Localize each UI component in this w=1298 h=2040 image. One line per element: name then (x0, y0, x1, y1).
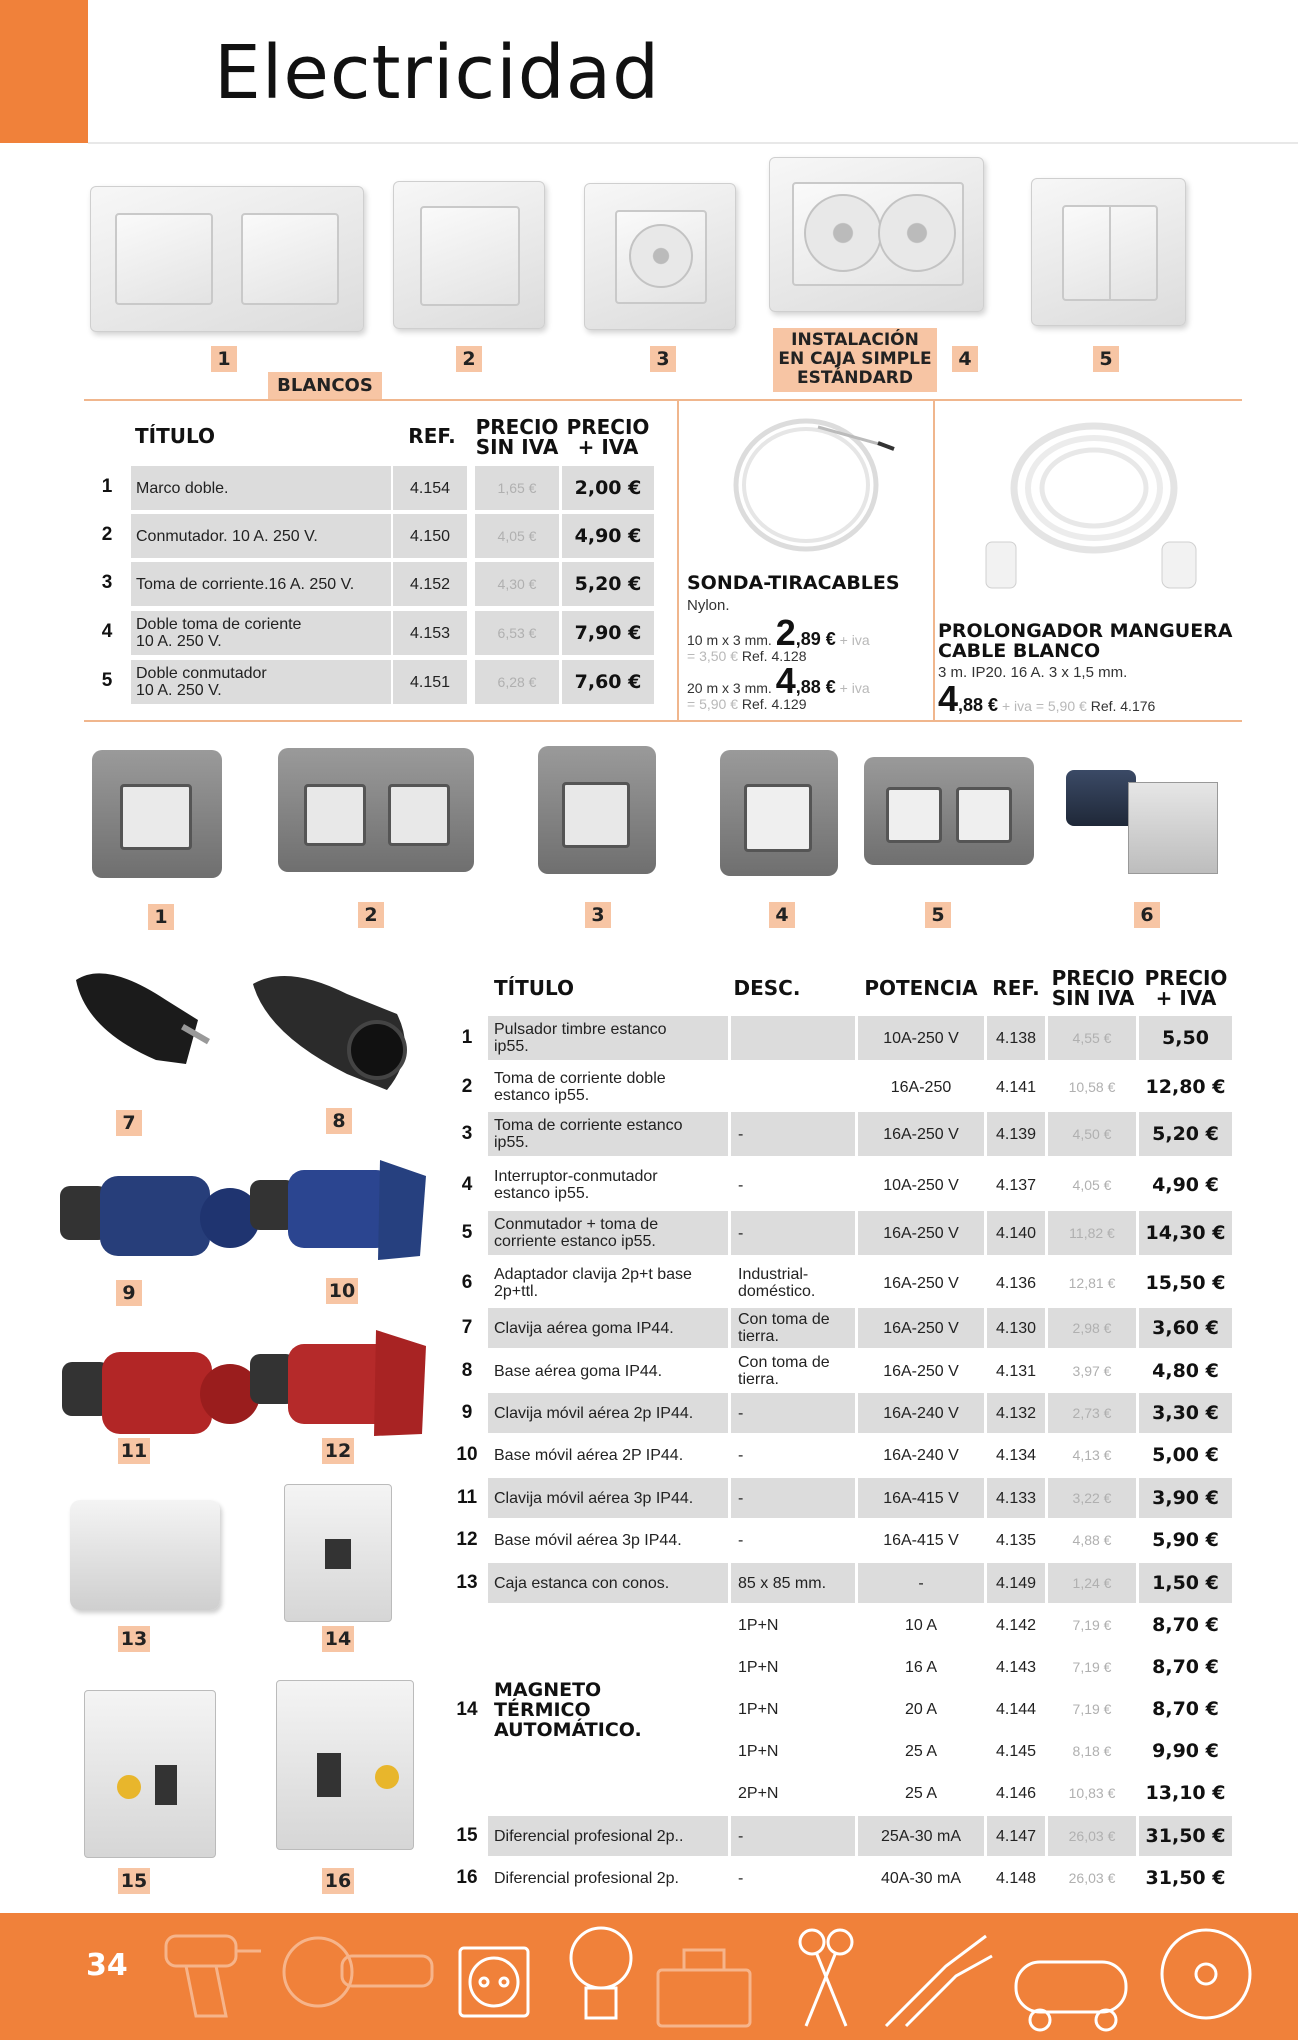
t1-header-ref: REF. (408, 424, 456, 448)
t1-row-iva: 2,00 € (574, 476, 642, 499)
left-tag-15: 15 (118, 1868, 150, 1894)
t2-row-sin: 8,18 € (1072, 1742, 1112, 1759)
prolongador-sub: 3 m. IP20. 16 A. 3 x 1,5 mm. (938, 664, 1128, 681)
t2-row-pot: 16A-415 V (883, 1489, 959, 1507)
t2-row-iva: 3,90 € (1152, 1486, 1219, 1509)
t2-row-sin: 4,88 € (1072, 1531, 1112, 1548)
t2-row-num: 1 (461, 1027, 473, 1048)
t2-row-pot: 20 A (904, 1700, 938, 1718)
t1-row-title: Doble conmutador 10 A. 250 V. (136, 665, 267, 699)
left-product-image-10 (250, 1156, 426, 1268)
t2-row-sin: 4,55 € (1072, 1029, 1112, 1046)
t2-row-title: Clavija aérea goma IP44. (494, 1319, 674, 1337)
t2-row-sin: 4,50 € (1072, 1125, 1112, 1142)
t2-row-ref: 4.148 (995, 1869, 1037, 1887)
t2-row-num: 16 (456, 1867, 478, 1888)
t2-row-iva: 1,50 € (1152, 1571, 1219, 1594)
product-image-3 (584, 183, 736, 330)
t2-row-desc: 1P+N (738, 1616, 779, 1634)
t2-row-sin: 1,24 € (1072, 1574, 1112, 1591)
t2-row-pot: 40A-30 mA (880, 1869, 962, 1887)
t2-row-title: Diferencial profesional 2p.. (494, 1827, 684, 1845)
t2-row-pot: 16A-250 V (883, 1125, 959, 1143)
lightbulb-icon (566, 1922, 636, 2037)
t2-row-iva: 5,00 € (1152, 1443, 1219, 1466)
left-product-image-16 (276, 1680, 414, 1850)
t2-row-ref: 4.147 (995, 1827, 1037, 1845)
t2-row-ref: 4.141 (995, 1078, 1037, 1096)
mid-tag-6: 6 (1134, 902, 1160, 928)
left-product-image-15 (84, 1690, 216, 1858)
t2-row-num: 5 (461, 1222, 473, 1243)
t2-row-pot: 25 A (904, 1784, 938, 1802)
left-product-image-14 (284, 1484, 392, 1622)
t2-row-num: 11 (456, 1487, 478, 1508)
pliers-icon (876, 1926, 996, 2035)
t2-row-title: Diferencial profesional 2p. (494, 1869, 679, 1887)
left-tag-14: 14 (322, 1626, 354, 1652)
product-tag-3: 3 (650, 346, 676, 372)
mid-product-image-1 (92, 750, 222, 878)
prolongador-title: PROLONGADOR MANGUERA CABLE BLANCO (938, 620, 1233, 662)
t2-row-pot: 10A-250 V (883, 1176, 959, 1194)
t2-row-sin: 10,83 € (1068, 1784, 1116, 1801)
t2-row-desc: 85 x 85 mm. (738, 1574, 827, 1592)
t1-row-title: Conmutador. 10 A. 250 V. (136, 527, 318, 545)
t2-row-desc: 2P+N (738, 1784, 779, 1802)
product-tag-1: 1 (211, 346, 237, 372)
mid-tag-2: 2 (358, 902, 384, 928)
t1-header-iva: PRECIO + IVA (566, 415, 650, 459)
t2-row-title: Pulsador timbre estanco ip55. (494, 1021, 667, 1055)
t2-row-num: 6 (461, 1272, 473, 1293)
mid-product-image-4 (720, 750, 838, 876)
t2-row-sin: 4,05 € (1072, 1176, 1112, 1193)
t2-row-iva: 31,50 € (1145, 1866, 1226, 1889)
sonda-sub: Nylon. (687, 597, 730, 614)
t2-row-num: 9 (461, 1402, 473, 1423)
left-tag-16: 16 (322, 1868, 354, 1894)
t2-row-iva: 4,90 € (1152, 1173, 1219, 1196)
t2-row-pot: 16A-250 V (883, 1224, 959, 1242)
flap-disc-icon (1158, 1926, 1254, 2027)
t2-row-num: 12 (456, 1529, 478, 1550)
product-image-2 (393, 181, 545, 329)
t2-row-desc (738, 1064, 854, 1110)
t2-row-desc: - (738, 1531, 744, 1549)
t2-row-ref: 4.135 (995, 1531, 1037, 1549)
t2-row-sin: 4,13 € (1072, 1446, 1112, 1463)
t2-row-title: Base aérea goma IP44. (494, 1362, 663, 1380)
t2-row-title: Toma de corriente doble estanco ip55. (494, 1070, 666, 1104)
t1-row-num: 5 (101, 670, 113, 691)
left-tag-8: 8 (326, 1108, 352, 1134)
t2-row-iva: 5,50 (1162, 1026, 1209, 1049)
sonda-image (718, 407, 898, 567)
t2-row-title: Base móvil aérea 3p IP44. (494, 1531, 682, 1549)
t2-row-ref: 4.137 (995, 1176, 1037, 1194)
drill-icon (156, 1926, 266, 2031)
t1-header-title: TÍTULO (135, 424, 215, 448)
t2-header-ref: REF. (992, 976, 1040, 1000)
t2-row-desc: 1P+N (738, 1700, 779, 1718)
left-product-image-7 (66, 960, 222, 1080)
t2-row-pot: 16A-250 (890, 1078, 952, 1096)
t2-row-desc: - (738, 1869, 744, 1887)
left-tag-7: 7 (116, 1110, 142, 1136)
t2-row-pot: 25A-30 mA (880, 1827, 962, 1845)
mid-product-image-6 (1066, 756, 1224, 880)
left-tag-9: 9 (116, 1280, 142, 1306)
mid-tag-3: 3 (585, 902, 611, 928)
mid-tag-4: 4 (769, 902, 795, 928)
left-tag-11: 11 (118, 1438, 150, 1464)
t2-row-pot: 16 A (904, 1658, 938, 1676)
t2-row-iva: 3,60 € (1152, 1316, 1219, 1339)
scissors-icon (796, 1926, 856, 2035)
t2-row-ref: 4.138 (995, 1029, 1037, 1047)
t2-row-pot: 16A-250 V (883, 1362, 959, 1380)
t2-row-sin: 10,58 € (1068, 1078, 1116, 1095)
sonda-title: SONDA-TIRACABLES (687, 572, 900, 594)
toolbox-icon (654, 1930, 754, 2035)
t2-row-desc: Con toma de tierra. (738, 1354, 830, 1388)
t2-row-title: Base móvil aérea 2P IP44. (494, 1446, 684, 1464)
t1-row-iva: 4,90 € (574, 524, 642, 547)
t2-row-sin: 12,81 € (1068, 1274, 1116, 1291)
t2-row-desc: - (738, 1446, 744, 1464)
t2-row-title: Interruptor-conmutador estanco ip55. (494, 1168, 658, 1202)
t2-row-num: 13 (456, 1572, 478, 1593)
t2-row-title: Clavija móvil aérea 2p IP44. (494, 1404, 694, 1422)
left-tag-13: 13 (118, 1626, 150, 1652)
t2-row-iva: 4,80 € (1152, 1359, 1219, 1382)
t2-row-pot: 16A-250 V (883, 1319, 959, 1337)
t2-row-title: Conmutador + toma de corriente estanco ip55. (494, 1216, 659, 1250)
t2-row-ref: 4.134 (995, 1446, 1037, 1464)
t1-row-ref: 4.152 (409, 575, 451, 593)
t2-row-pot: 25 A (904, 1742, 938, 1760)
t2-row-iva: 8,70 € (1152, 1613, 1219, 1636)
t2-row-ref: 4.142 (995, 1616, 1037, 1634)
t2-row-desc: - (738, 1224, 744, 1242)
t2-row-sin: 2,98 € (1072, 1319, 1112, 1336)
sonda-price-2: 20 m x 3 mm. 4,88 € + iva (687, 660, 870, 701)
t2-row-num: 4 (461, 1174, 473, 1195)
t1-row-title: Toma de corriente.16 A. 250 V. (136, 575, 355, 593)
t2-row-iva: 5,90 € (1152, 1528, 1219, 1551)
t2-row-ref: 4.132 (995, 1404, 1037, 1422)
left-product-image-11 (62, 1342, 260, 1452)
t2-row-ref: 4.136 (995, 1274, 1037, 1292)
t1-row-ref: 4.154 (409, 479, 451, 497)
t2-row-pot: 16A-240 V (883, 1404, 959, 1422)
t2-row-desc (738, 1016, 854, 1060)
left-tag-10: 10 (326, 1278, 358, 1304)
t1-row-ref: 4.151 (409, 673, 451, 691)
t2-row-num: 2 (461, 1076, 473, 1097)
t2-row-ref: 4.131 (995, 1362, 1037, 1380)
t2-row-pot: 10A-250 V (883, 1029, 959, 1047)
t2-row-title: Adaptador clavija 2p+t base 2p+ttl. (494, 1266, 692, 1300)
t1-row-title: Doble toma de coriente 10 A. 250 V. (136, 616, 302, 650)
t2-row-ref: 4.139 (995, 1125, 1037, 1143)
t2-row-pot: 16A-415 V (883, 1531, 959, 1549)
mid-product-image-3 (538, 746, 656, 874)
magneto-title: MAGNETO TÉRMICO AUTOMÁTICO. (494, 1679, 642, 1741)
t1-header-sin: PRECIO SIN IVA (475, 415, 559, 459)
left-product-image-8 (247, 964, 417, 1096)
column-divider-1 (677, 401, 679, 720)
sonda-price-1: 10 m x 3 mm. 2,89 € + iva (687, 612, 870, 653)
t2-row-pot: 16A-250 V (883, 1274, 959, 1292)
t2-row-sin: 3,97 € (1072, 1362, 1112, 1379)
t1-row-iva: 7,90 € (574, 621, 642, 644)
blancos-label: BLANCOS (268, 372, 382, 400)
t1-row-sin: 6,53 € (497, 624, 537, 641)
t2-row-desc: 1P+N (738, 1742, 779, 1760)
product-tag-5: 5 (1093, 346, 1119, 372)
t1-row-sin: 4,05 € (497, 527, 537, 544)
section-rule-mid (84, 720, 1242, 722)
t2-row-ref: 4.144 (995, 1700, 1037, 1718)
title-divider (88, 142, 1298, 144)
t2-row-ref: 4.145 (995, 1742, 1037, 1760)
t2-row-ref: 4.149 (995, 1574, 1037, 1592)
t2-row-title: Caja estanca con conos. (494, 1574, 670, 1592)
page-number: 34 (86, 1948, 128, 1983)
t2-row-ref: 4.143 (995, 1658, 1037, 1676)
prolongador-image (966, 402, 1216, 602)
t2-row-sin: 11,82 € (1069, 1224, 1115, 1241)
t1-row-iva: 5,20 € (574, 572, 642, 595)
t2-row-desc: - (738, 1125, 744, 1143)
t1-row-ref: 4.153 (409, 624, 451, 642)
t2-header-title: TÍTULO (494, 976, 574, 1000)
mid-tag-5: 5 (925, 902, 951, 928)
page-title: Electricidad (214, 30, 661, 116)
mid-tag-1: 1 (148, 904, 174, 930)
t1-row-iva: 7,60 € (574, 670, 642, 693)
t1-row-num: 1 (101, 476, 113, 497)
t2-row-iva: 3,30 € (1152, 1401, 1219, 1424)
t2-row-ref: 4.140 (995, 1224, 1037, 1242)
angle-grinder-icon (278, 1926, 438, 2021)
t1-row-num: 4 (101, 621, 113, 642)
t2-row-desc: - (738, 1489, 744, 1507)
column-divider-2 (933, 401, 935, 720)
t2-row-ref: 4.146 (995, 1784, 1037, 1802)
t2-row-desc: 1P+N (738, 1658, 779, 1676)
t2-row-pot: 16A-240 V (883, 1446, 959, 1464)
magneto-num: 14 (456, 1699, 478, 1720)
mid-product-image-2 (278, 748, 474, 872)
t2-row-num: 10 (456, 1444, 478, 1465)
t2-row-ref: 4.130 (995, 1319, 1037, 1337)
product-image-5 (1031, 178, 1186, 326)
t2-row-ref: 4.133 (995, 1489, 1037, 1507)
t1-row-title: Marco doble. (136, 479, 229, 497)
sonda-price-2-detail: = 5,90 € Ref. 4.129 (687, 696, 807, 712)
left-tag-12: 12 (322, 1438, 354, 1464)
t2-row-title: Toma de corriente estanco ip55. (494, 1117, 683, 1151)
t1-row-sin: 1,65 € (497, 479, 537, 496)
t2-row-iva: 12,80 € (1145, 1075, 1226, 1098)
t1-row-num: 2 (101, 524, 113, 545)
t2-row-sin: 7,19 € (1072, 1700, 1112, 1717)
socket-icon (456, 1944, 532, 2025)
t2-row-iva: 31,50 € (1145, 1824, 1226, 1847)
mid-product-image-5 (864, 757, 1034, 865)
t2-row-title: Clavija móvil aérea 3p IP44. (494, 1489, 694, 1507)
section-rule-top (84, 399, 1242, 401)
t2-row-iva: 5,20 € (1152, 1122, 1219, 1145)
t2-row-iva: 13,10 € (1145, 1781, 1226, 1804)
t2-row-iva: 14,30 € (1145, 1221, 1226, 1244)
install-label: INSTALACIÓN EN CAJA SIMPLE ESTÁNDARD (773, 328, 937, 392)
t2-row-iva: 8,70 € (1152, 1697, 1219, 1720)
t2-row-desc: - (738, 1827, 744, 1845)
t2-row-num: 15 (456, 1825, 478, 1846)
compressor-icon (1010, 1932, 1140, 2037)
t2-row-sin: 2,73 € (1072, 1404, 1112, 1421)
sonda-price-1-detail: = 3,50 € Ref. 4.128 (687, 648, 807, 664)
t2-row-sin: 7,19 € (1072, 1658, 1112, 1675)
product-image-4 (769, 157, 984, 312)
t2-row-sin: 3,22 € (1072, 1489, 1112, 1506)
t2-row-num: 7 (461, 1317, 473, 1338)
t2-row-sin: 26,03 € (1068, 1869, 1116, 1886)
header-accent-block (0, 0, 88, 143)
t2-header-sin: PRECIO SIN IVA (1051, 966, 1135, 1010)
t2-row-sin: 26,03 € (1068, 1827, 1116, 1844)
t2-row-desc: Industrial- doméstico. (738, 1266, 816, 1300)
t1-row-num: 3 (101, 572, 113, 593)
product-tag-2: 2 (456, 346, 482, 372)
t2-row-desc: Con toma de tierra. (738, 1311, 830, 1345)
t2-header-potencia: POTENCIA (864, 976, 978, 1000)
left-product-image-13 (70, 1500, 220, 1610)
t1-row-ref: 4.150 (409, 527, 451, 545)
t2-row-iva: 8,70 € (1152, 1655, 1219, 1678)
t2-row-pot: 10 A (904, 1616, 938, 1634)
t2-row-num: 3 (461, 1123, 473, 1144)
left-product-image-9 (60, 1166, 260, 1274)
t1-row-sin: 6,28 € (497, 673, 537, 690)
t2-header-iva: PRECIO + IVA (1144, 966, 1228, 1010)
product-tag-4: 4 (952, 346, 978, 372)
t2-row-desc: - (738, 1176, 744, 1194)
t2-row-iva: 9,90 € (1152, 1739, 1219, 1762)
t2-row-iva: 15,50 € (1145, 1271, 1226, 1294)
prolongador-price: 4,88 € + iva = 5,90 € Ref. 4.176 (938, 678, 1156, 719)
t1-row-sin: 4,30 € (497, 575, 537, 592)
t2-row-desc: - (738, 1404, 744, 1422)
left-product-image-12 (250, 1324, 426, 1442)
t2-row-num: 8 (461, 1360, 473, 1381)
t2-header-desc: DESC. (733, 976, 801, 1000)
product-image-1 (90, 186, 364, 332)
t2-row-pot: - (918, 1574, 924, 1592)
t2-row-sin: 7,19 € (1072, 1616, 1112, 1633)
